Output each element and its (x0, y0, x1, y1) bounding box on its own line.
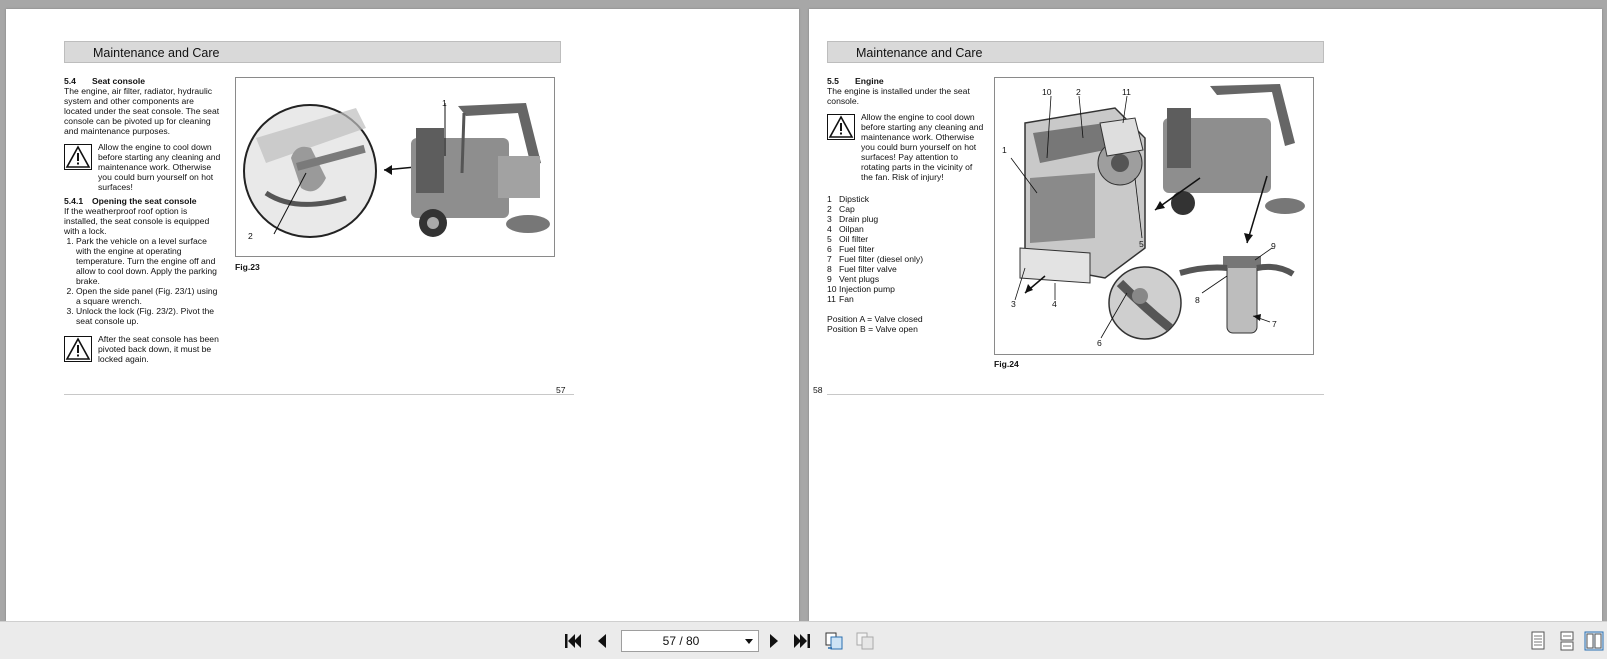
callout-label: 5 (1139, 239, 1144, 249)
section-title: Engine (855, 76, 884, 86)
callout-label: 10 (1042, 87, 1052, 97)
last-page-icon (793, 633, 811, 649)
document-page-57 (6, 9, 799, 621)
page-header-text: Maintenance and Care (93, 46, 220, 60)
page-number: 58 (813, 385, 823, 395)
seat-console-illustration (236, 78, 554, 256)
prev-page-button[interactable] (592, 631, 612, 651)
section-number: 5.4 (64, 76, 76, 86)
legend-item: 7 Fuel filter (diesel only) (827, 254, 924, 264)
footer-rule (64, 394, 574, 395)
figure-23 (235, 77, 555, 257)
single-page-icon (1530, 631, 1546, 651)
figure-caption: Fig.24 (994, 359, 1019, 369)
two-page-view-button[interactable] (1584, 631, 1604, 651)
callout-label: 4 (1052, 299, 1057, 309)
figure-caption: Fig.23 (235, 262, 260, 272)
page-header-text: Maintenance and Care (856, 46, 983, 60)
warning-text: Allow the engine to cool down before starting any cleaning and maintenance work. Otherwise you could burn yourself on hot surfaces! Pay attention to rotating parts in the vicinity of the fan. Risk of injury! (861, 112, 984, 182)
last-page-button[interactable] (792, 631, 812, 651)
callout-label: 3 (1011, 299, 1016, 309)
subsection-title: Opening the seat console (92, 196, 197, 206)
position-b-text: Position B = Valve open (827, 324, 918, 334)
section-number: 5.5 (827, 76, 839, 86)
subsection-heading (64, 196, 222, 206)
page-header (827, 41, 1324, 63)
continuous-view-button[interactable] (1557, 631, 1577, 651)
two-page-icon (1584, 631, 1604, 651)
section-heading (827, 76, 985, 86)
page-header (64, 41, 561, 63)
section-heading (64, 76, 222, 86)
warning-box (64, 334, 222, 364)
page-number: 57 (556, 385, 566, 395)
warning-text: Allow the engine to cool down before starting any cleaning and maintenance work. Otherwise you could burn yourself on hot surfaces! (98, 142, 221, 192)
callout-label: 6 (1097, 338, 1102, 348)
legend-item: 11 Fan (827, 294, 854, 304)
figure-24 (994, 77, 1314, 355)
rotate-icon (824, 631, 844, 651)
legend-item: 6 Fuel filter (827, 244, 875, 254)
callout-label: 2 (1076, 87, 1081, 97)
warning-box (64, 142, 222, 192)
warning-box (827, 112, 985, 182)
legend-item: 10 Injection pump (827, 284, 895, 294)
text-column (64, 76, 222, 368)
warning-text: After the seat console has been pivoted back down, it must be locked again. (98, 334, 219, 364)
callout-label: 7 (1272, 319, 1277, 329)
legend-item: 8 Fuel filter valve (827, 264, 897, 274)
rotate-disabled-icon (855, 631, 875, 651)
step-item: 3. Unlock the lock (Fig. 23/2). Pivot the seat console up. (76, 306, 222, 326)
warning-icon (827, 114, 855, 140)
rotate-disabled-button[interactable] (855, 631, 875, 651)
engine-illustration (995, 78, 1313, 354)
position-a-text: Position A = Valve closed (827, 314, 923, 324)
callout-label: 2 (248, 231, 253, 241)
subsection-intro: If the weatherproof roof option is installed, the seat console is equipped with a lock. (64, 206, 210, 236)
parts-legend (827, 194, 985, 304)
warning-icon (64, 144, 92, 170)
callout-label: 8 (1195, 295, 1200, 305)
single-page-view-button[interactable] (1528, 631, 1548, 651)
step-item: 2. Open the side panel (Fig. 23/1) using a square wrench. (76, 286, 222, 306)
warning-icon (64, 336, 92, 362)
valve-positions (827, 314, 985, 334)
section-intro: The engine is installed under the seat console. (827, 86, 970, 106)
section-intro: The engine, air filter, radiator, hydraulic system and other components are located under the seat console. The seat console can be pivoted up for cleaning and maintenance purposes. (64, 86, 220, 136)
page-number-field[interactable] (621, 630, 759, 652)
callout-label: 11 (1122, 87, 1131, 97)
rotate-button[interactable] (824, 631, 844, 651)
page-indicator: 57 / 80 (662, 634, 700, 648)
document-page-58 (809, 9, 1602, 621)
first-page-button[interactable] (563, 631, 583, 651)
next-page-button[interactable] (764, 631, 784, 651)
callout-label: 9 (1271, 241, 1276, 251)
section-title: Seat console (92, 76, 146, 86)
continuous-page-icon (1559, 631, 1575, 651)
steps-list (64, 236, 222, 326)
footer-rule (827, 394, 1324, 395)
subsection-number: 5.4.1 (64, 196, 84, 206)
next-page-icon (767, 633, 781, 649)
chevron-down-icon (745, 631, 753, 657)
callout-label: 1 (442, 98, 447, 108)
callout-label: 1 (1002, 145, 1007, 155)
legend-item: 3 Drain plug (827, 214, 879, 224)
prev-page-icon (595, 633, 609, 649)
legend-item: 2 Cap (827, 204, 855, 214)
first-page-icon (564, 633, 582, 649)
legend-item: 9 Vent plugs (827, 274, 880, 284)
step-item: 1. Park the vehicle on a level surface with the engine at operating temperature. Turn the engine off and allow to cool down. Apply the parking brake. (76, 236, 222, 286)
viewer-toolbar (0, 621, 1607, 659)
legend-item: 1 Dipstick (827, 194, 870, 204)
legend-item: 4 Oilpan (827, 224, 864, 234)
text-column (827, 76, 985, 334)
legend-item: 5 Oil filter (827, 234, 869, 244)
